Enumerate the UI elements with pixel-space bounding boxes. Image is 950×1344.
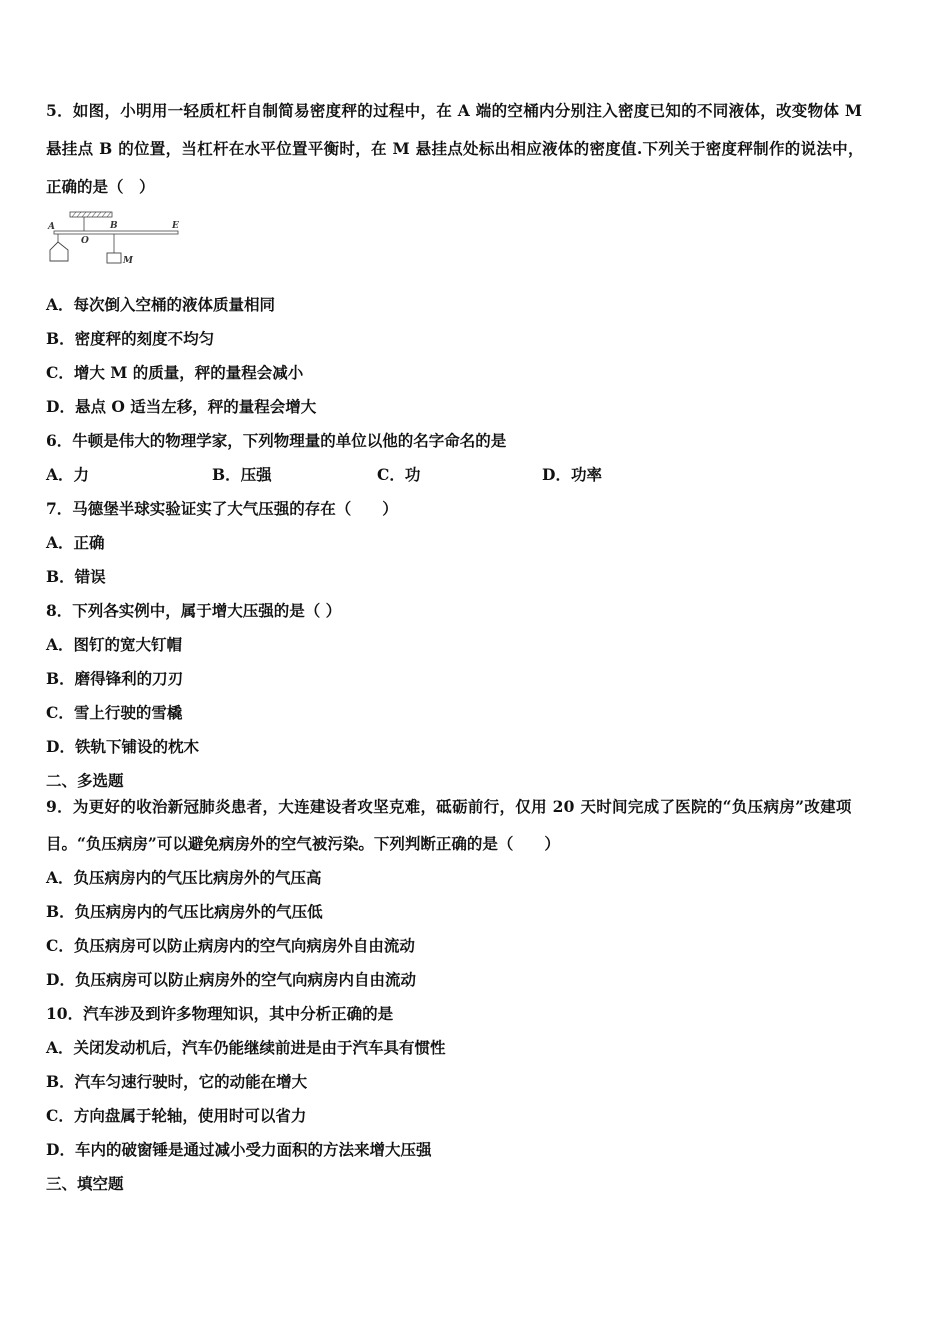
q5-stem-line3: 正确的是（ ） [46, 177, 155, 196]
q5-option-a: A．每次倒入空桶的液体质量相同 [46, 295, 276, 314]
label-b: B [110, 221, 118, 231]
q9-option-c: C．负压病房可以防止病房内的空气向病房外自由流动 [46, 936, 415, 955]
q10-option-a: A．关闭发动机后，汽车仍能继续前进是由于汽车具有惯性 [46, 1038, 446, 1057]
label-e: E [172, 221, 179, 231]
section-heading-fill-blank: 三、填空题 [46, 1174, 124, 1193]
q10-option-c: C．方向盘属于轮轴，使用时可以省力 [46, 1106, 307, 1125]
q6-option-c: C．功 [377, 465, 421, 484]
q10-option-b: B．汽车匀速行驶时，它的动能在增大 [46, 1072, 308, 1091]
q7-stem: 7．马德堡半球实验证实了大气压强的存在（ ） [46, 499, 398, 518]
q5-option-c: C．增大 M 的质量，秤的量程会减小 [46, 363, 304, 382]
q8-option-b: B．磨得锋利的刀刃 [46, 669, 184, 688]
label-o: O [81, 236, 89, 246]
q10-option-d: D．车内的破窗锤是通过减小受力面积的方法来增大压强 [46, 1140, 432, 1159]
q7-option-a: A．正确 [46, 533, 105, 552]
q9-stem-line2: 目。“负压病房”可以避免病房外的空气被污染。下列判断正确的是（ ） [46, 834, 560, 853]
label-a: A [48, 222, 55, 232]
q5-stem-line2: 悬挂点 B 的位置，当杠杆在水平位置平衡时，在 M 悬挂点处标出相应液体的密度值.下列关于密度秤制作的说法中， [46, 139, 864, 158]
q5-stem-line1: 5．如图，小明用一轻质杠杆自制简易密度秤的过程中，在 A 端的空桶内分别注入密度已知的不同液体，改变物体 M [46, 101, 863, 120]
weight-m-icon [107, 253, 121, 263]
q8-option-d: D．铁轨下铺设的枕木 [46, 737, 199, 756]
q9-option-a: A．负压病房内的气压比病房外的气压高 [46, 868, 322, 887]
q6-option-d: D．功率 [542, 465, 602, 484]
q8-option-c: C．雪上行驶的雪橇 [46, 703, 183, 722]
q5-option-b: B．密度秤的刻度不均匀 [46, 329, 215, 348]
q7-option-b: B．错误 [46, 567, 106, 586]
lever-diagram [46, 208, 186, 270]
q6-option-a: A．力 [46, 465, 90, 484]
bucket-icon [50, 242, 68, 261]
q6-options-row [46, 465, 846, 485]
q6-stem: 6．牛顿是伟大的物理学家，下列物理量的单位以他的名字命名的是 [46, 431, 507, 450]
q5-option-d: D．悬点 O 适当左移，秤的量程会增大 [46, 397, 317, 416]
section-heading-multi-choice: 二、多选题 [46, 771, 124, 790]
q9-option-b: B．负压病房内的气压比病房外的气压低 [46, 902, 323, 921]
q10-stem: 10．汽车涉及到许多物理知识，其中分析正确的是 [46, 1004, 394, 1023]
q6-option-b: B．压强 [212, 465, 272, 484]
label-m: M [123, 256, 133, 266]
lever-bar [54, 231, 178, 234]
q9-stem-line1: 9．为更好的收治新冠肺炎患者，大连建设者攻坚克难，砥砺前行，仅用 20 天时间完成了医院的“负压病房”改建项 [46, 797, 852, 816]
q8-option-a: A．图钉的宽大钉帽 [46, 635, 183, 654]
q8-stem: 8．下列各实例中，属于增大压强的是（ ） [46, 601, 342, 620]
q9-option-d: D．负压病房可以防止病房外的空气向病房内自由流动 [46, 970, 416, 989]
